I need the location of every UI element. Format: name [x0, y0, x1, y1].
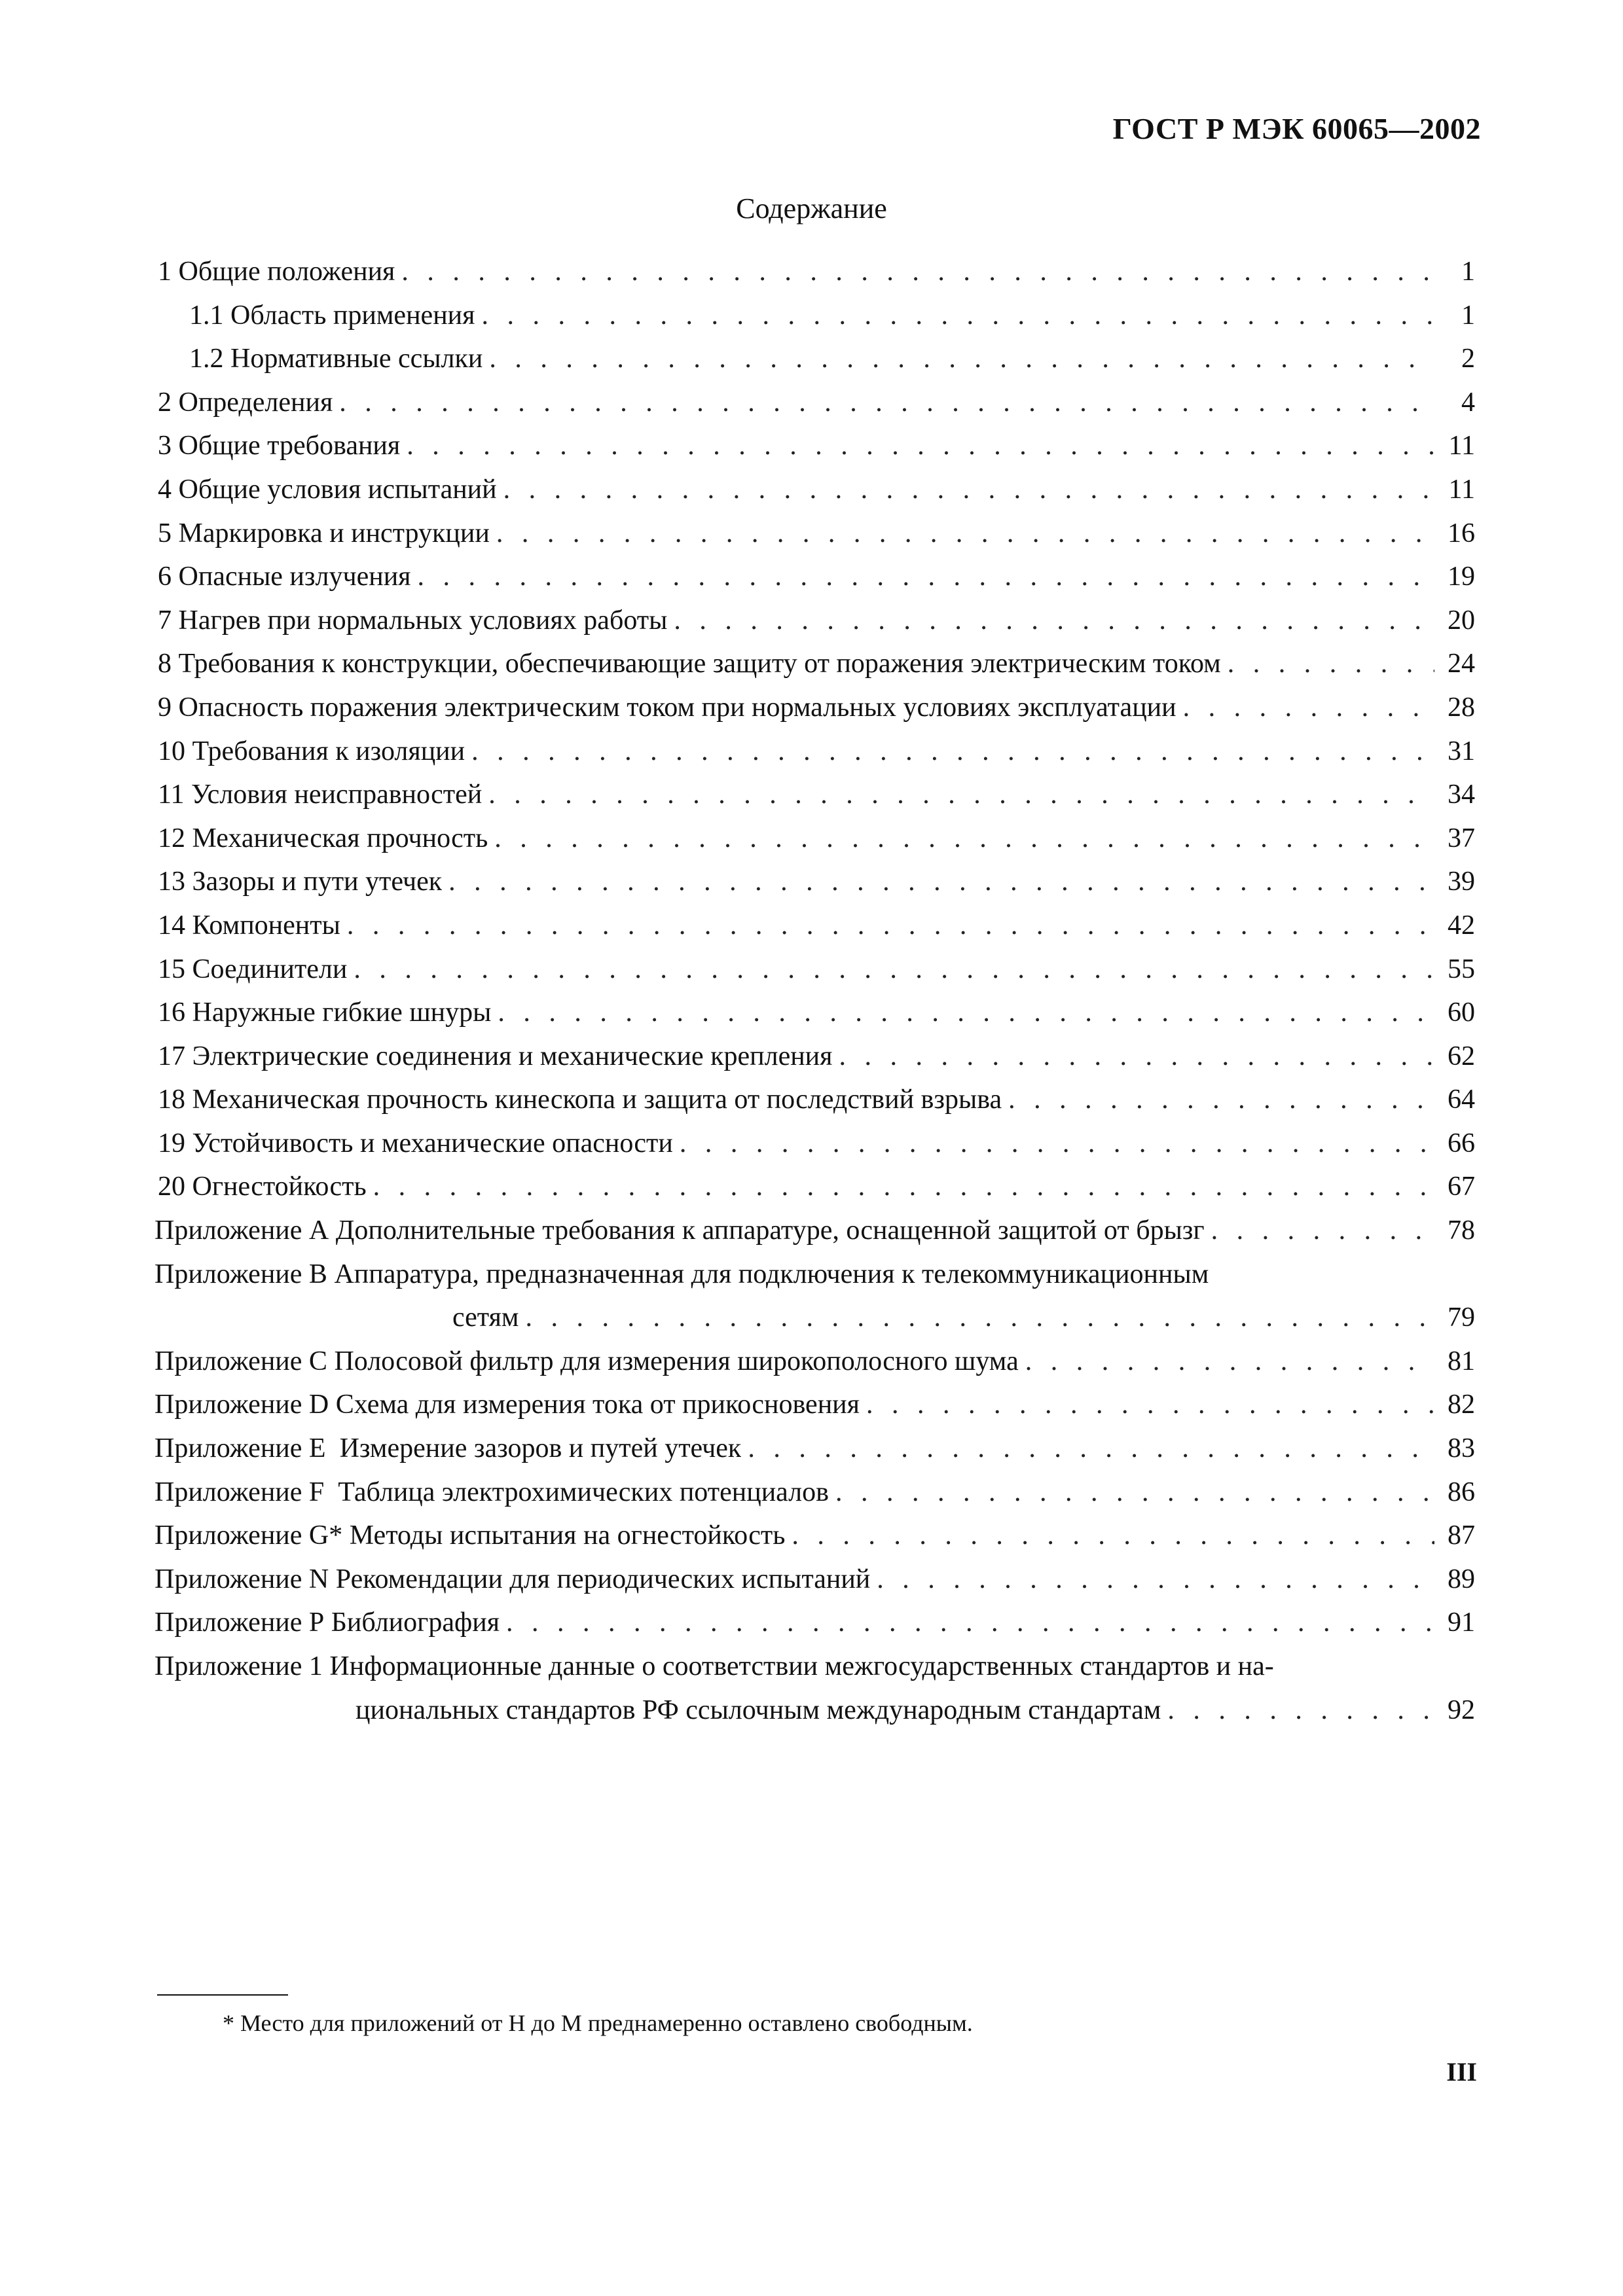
toc-entry-page: 37 — [1448, 823, 1475, 853]
toc-entry[interactable] — [158, 1165, 1475, 1209]
toc-entry-page: 42 — [1448, 910, 1475, 941]
appendix-prefix: Приложение F — [155, 1477, 325, 1507]
toc-entry-page: 28 — [1448, 692, 1475, 723]
toc-entry-page: 87 — [1448, 1520, 1475, 1551]
toc-appendix-entry[interactable] — [155, 1253, 1475, 1297]
toc-appendix-entry[interactable] — [155, 1471, 1475, 1515]
dot-leader — [347, 904, 1434, 948]
toc-entry-page: 19 — [1448, 562, 1475, 592]
appendix-prefix: Приложение P — [155, 1607, 325, 1638]
toc-entry-page: 34 — [1448, 780, 1475, 810]
appendix-prefix: Приложение N — [155, 1564, 329, 1594]
toc-entry-page: 81 — [1448, 1346, 1475, 1376]
toc-entry[interactable] — [158, 250, 1475, 294]
toc-entry-label: 1 Общие положения — [158, 257, 395, 287]
toc-appendix-entry[interactable] — [155, 1340, 1475, 1384]
dot-leader — [866, 1383, 1434, 1427]
toc-entry-label: 3 Общие требования — [158, 431, 401, 461]
toc-entry-label: 5 Маркировка и инструкции — [158, 518, 490, 548]
toc-entry-label: 9 Опасность поражения электрическим током при нормальных условиях эксплуатации — [158, 692, 1176, 723]
dot-leader — [1183, 686, 1434, 730]
toc-entry-label: 1.1 Область применения — [189, 300, 475, 331]
appendix-title: Таблица электрохимических потенциалов — [338, 1477, 829, 1507]
toc-entry-page: 4 — [1461, 387, 1475, 418]
appendix-title: Методы испытания на огнестойкость — [349, 1520, 786, 1551]
toc-entry-page: 1 — [1461, 300, 1475, 331]
toc-entry-page: 67 — [1448, 1172, 1475, 1202]
toc-entry-label: 19 Устойчивость и механические опасности — [158, 1128, 673, 1158]
toc-appendix-continuation[interactable] — [158, 1296, 1475, 1340]
toc-entry-label: 15 Соединители — [158, 954, 348, 984]
toc-entry-label: 2 Определения — [158, 387, 333, 418]
footnote: * Место для приложений от H до M преднамеренно оставлено свободным. — [223, 2010, 973, 2036]
toc-entry-label: 6 Опасные излучения — [158, 562, 411, 592]
appendix-title-continuation: сетям — [452, 1302, 519, 1333]
appendix-title: Дополнительные требования к аппаратуре, оснащенной защитой от брызг — [335, 1215, 1205, 1246]
toc-entry-page: 2 — [1461, 344, 1475, 374]
toc-entry-page: 92 — [1448, 1695, 1475, 1725]
toc-entry-page: 16 — [1448, 518, 1475, 548]
toc-entry[interactable] — [158, 1078, 1475, 1122]
appendix-title: Схема для измерения тока от прикосновения — [335, 1390, 860, 1420]
toc-entry-label: 8 Требования к конструкции, обеспечивающие защиту от поражения электрическим током — [158, 649, 1221, 679]
toc-appendix-entry[interactable] — [155, 1601, 1475, 1645]
toc-entry-label: 16 Наружные гибкие шнуры — [158, 997, 492, 1028]
toc-appendix-entry[interactable] — [155, 1209, 1475, 1253]
toc-entry[interactable] — [158, 817, 1475, 861]
toc-entry-page: 79 — [1448, 1302, 1475, 1333]
dot-leader — [1008, 1078, 1434, 1122]
toc-entry[interactable] — [158, 468, 1475, 512]
page-number: III — [1446, 2057, 1477, 2087]
appendix-prefix: Приложение D — [155, 1390, 329, 1420]
appendix-prefix: Приложение 1 — [155, 1651, 323, 1681]
dot-leader — [674, 599, 1434, 643]
toc-entry-page: 39 — [1448, 867, 1475, 897]
dot-leader — [748, 1427, 1434, 1471]
dot-leader — [488, 773, 1434, 817]
dot-leader — [506, 1601, 1434, 1645]
toc-entry[interactable] — [158, 991, 1475, 1035]
dot-leader — [526, 1296, 1435, 1340]
toc-entry-page: 83 — [1448, 1433, 1475, 1464]
dot-leader — [494, 817, 1434, 861]
appendix-title: Рекомендации для периодических испытаний — [335, 1564, 871, 1594]
toc-entry-page: 66 — [1448, 1128, 1475, 1158]
toc-entry[interactable] — [158, 860, 1475, 904]
toc-entry-page: 55 — [1448, 954, 1475, 984]
appendix-prefix: Приложение C — [155, 1346, 327, 1376]
appendix-title-continuation: циональных стандартов РФ ссылочным международным стандартам — [356, 1695, 1161, 1725]
dot-leader — [401, 250, 1434, 294]
appendix-prefix: Приложение G* — [155, 1520, 343, 1551]
toc-entry[interactable] — [158, 294, 1475, 338]
toc-entry[interactable] — [158, 730, 1475, 774]
dot-leader — [1025, 1340, 1434, 1384]
toc-entry[interactable] — [158, 686, 1475, 730]
toc-entry-page: 82 — [1448, 1390, 1475, 1420]
toc-entry[interactable] — [158, 1035, 1475, 1079]
toc-entry-page: 11 — [1448, 474, 1475, 505]
toc-entry-label: 11 Условия неисправностей — [158, 780, 483, 810]
toc-entry-label: 1.2 Нормативные ссылки — [189, 344, 483, 374]
toc-entry[interactable] — [158, 904, 1475, 948]
toc-entry-page: 1 — [1461, 257, 1475, 287]
toc-appendix-entry[interactable] — [155, 1558, 1475, 1602]
toc-entry-label: 18 Механическая прочность кинескопа и защита от последствий взрыва — [158, 1085, 1002, 1115]
toc-entry-page: 31 — [1448, 736, 1475, 766]
toc-entry-label: 7 Нагрев при нормальных условиях работы — [158, 605, 668, 636]
toc-entry-page: 60 — [1448, 997, 1475, 1028]
toc-entry[interactable] — [158, 773, 1475, 817]
toc-entry[interactable] — [158, 512, 1475, 556]
dot-leader — [839, 1035, 1434, 1079]
document-code-header: ГОСТ Р МЭК 60065—2002 — [1112, 112, 1481, 145]
toc-entry-page: 20 — [1448, 605, 1475, 636]
toc-entry-label: 4 Общие условия испытаний — [158, 474, 497, 505]
dot-leader — [354, 948, 1434, 992]
dot-leader — [471, 730, 1434, 774]
appendix-title: Информационные данные о соответствии межгосударственных стандартов и на- — [329, 1651, 1274, 1681]
toc-entry[interactable] — [158, 381, 1475, 425]
appendix-title: Полосовой фильтр для измерения широкополосного шума — [334, 1346, 1019, 1376]
toc-entry-page: 24 — [1448, 649, 1475, 679]
toc-entry-label: 14 Компоненты — [158, 910, 340, 941]
toc-entry[interactable] — [158, 1122, 1475, 1166]
dot-leader — [1167, 1689, 1434, 1732]
toc-entry-label: 12 Механическая прочность — [158, 823, 488, 853]
toc-entry[interactable] — [158, 337, 1475, 381]
dot-leader — [418, 555, 1435, 599]
toc-entry[interactable] — [158, 555, 1475, 599]
toc-title: Содержание — [736, 192, 887, 224]
dot-leader — [496, 512, 1434, 556]
toc-entry-label: 10 Требования к изоляции — [158, 736, 465, 766]
appendix-prefix: Приложение A — [155, 1215, 329, 1246]
dot-leader — [503, 468, 1434, 512]
appendix-title: Библиография — [331, 1607, 500, 1638]
appendix-prefix: Приложение B — [155, 1259, 327, 1289]
dot-leader — [835, 1471, 1434, 1515]
dot-leader — [1211, 1209, 1434, 1253]
toc-entry-page: 89 — [1448, 1564, 1475, 1594]
toc-appendix-entry[interactable] — [155, 1645, 1475, 1689]
appendix-prefix: Приложение E — [155, 1433, 326, 1464]
dot-leader — [373, 1165, 1434, 1209]
dot-leader — [792, 1514, 1434, 1558]
toc-entry-page: 11 — [1448, 431, 1475, 461]
appendix-title: Измерение зазоров и путей утечек — [339, 1433, 742, 1464]
toc-entry-label: 17 Электрические соединения и механические крепления — [158, 1041, 833, 1071]
toc-entry[interactable] — [158, 599, 1475, 643]
dot-leader — [680, 1122, 1434, 1166]
footnote-separator — [157, 1994, 288, 1996]
toc-entry-page: 86 — [1448, 1477, 1475, 1507]
toc-entry-page: 91 — [1448, 1607, 1475, 1638]
dot-leader — [489, 337, 1434, 381]
toc-entry[interactable] — [158, 948, 1475, 992]
toc-appendix-continuation[interactable] — [158, 1689, 1475, 1732]
toc-appendix-entry[interactable] — [155, 1514, 1475, 1558]
toc-entry-label: 13 Зазоры и пути утечек — [158, 867, 443, 897]
dot-leader — [339, 381, 1434, 425]
dot-leader — [481, 294, 1434, 338]
toc-entry-page: 64 — [1448, 1085, 1475, 1115]
toc-appendix-entry[interactable] — [155, 1383, 1475, 1427]
toc-entry-label: 20 Огнестойкость — [158, 1172, 367, 1202]
table-of-contents — [155, 250, 1475, 1732]
dot-leader — [407, 424, 1434, 468]
dot-leader — [1228, 642, 1434, 686]
toc-appendix-entry[interactable] — [155, 1427, 1475, 1471]
dot-leader — [498, 991, 1434, 1035]
dot-leader — [448, 860, 1434, 904]
toc-entry-page: 62 — [1448, 1041, 1475, 1071]
appendix-title: Аппаратура, предназначенная для подключения к телекоммуникационным — [334, 1259, 1209, 1289]
toc-entry-page: 78 — [1448, 1215, 1475, 1246]
toc-entry[interactable] — [158, 424, 1475, 468]
toc-entry[interactable] — [158, 642, 1475, 686]
dot-leader — [877, 1558, 1434, 1602]
